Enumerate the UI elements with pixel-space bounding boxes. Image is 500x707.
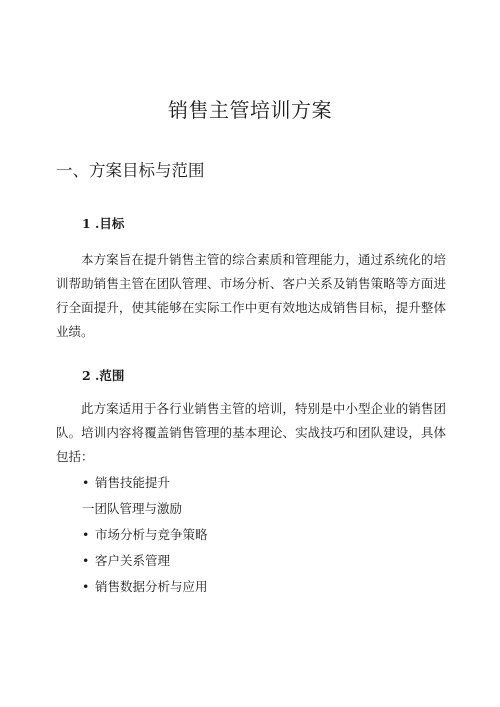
goal-heading: 1 .目标 — [82, 216, 125, 231]
bullet-marker: • — [82, 527, 90, 542]
scope-paragraph: 此方案适用于各行业销售主管的培训，特别是中小型企业的销售团队。培训内容将覆盖销售管理的基本理论、实战技巧和团队建设，具体包括： — [56, 401, 446, 464]
list-item — [82, 496, 208, 522]
scope-heading: 2 .范围 — [82, 368, 125, 383]
list-item-text: 销售数据分析与应用 — [95, 579, 208, 594]
document-title: 销售主管培训方案 — [168, 98, 332, 122]
list-item-text: 客户关系管理 — [95, 553, 171, 568]
bullet-marker: • — [82, 475, 90, 490]
list-item — [82, 548, 208, 574]
goal-paragraph: 本方案旨在提升销售主管的综合素质和管理能力，通过系统化的培训帮助销售主管在团队管理、市场分析、客户关系及销售策略等方面进行全面提升，使其能够在实际工作中更有效地达成销售目标，提升整体业绩。 — [56, 252, 446, 339]
list-item-text: 一团队管理与激励 — [82, 501, 183, 516]
bullet-marker: • — [82, 553, 90, 568]
section-heading: 一、方案目标与范围 — [56, 161, 205, 180]
list-item-text: 销售技能提升 — [95, 475, 171, 490]
bullet-marker: • — [82, 579, 90, 594]
list-item — [82, 522, 208, 548]
list-item — [82, 574, 208, 600]
scope-list — [82, 470, 208, 600]
list-item — [82, 470, 208, 496]
list-item-text: 市场分析与竞争策略 — [95, 527, 208, 542]
